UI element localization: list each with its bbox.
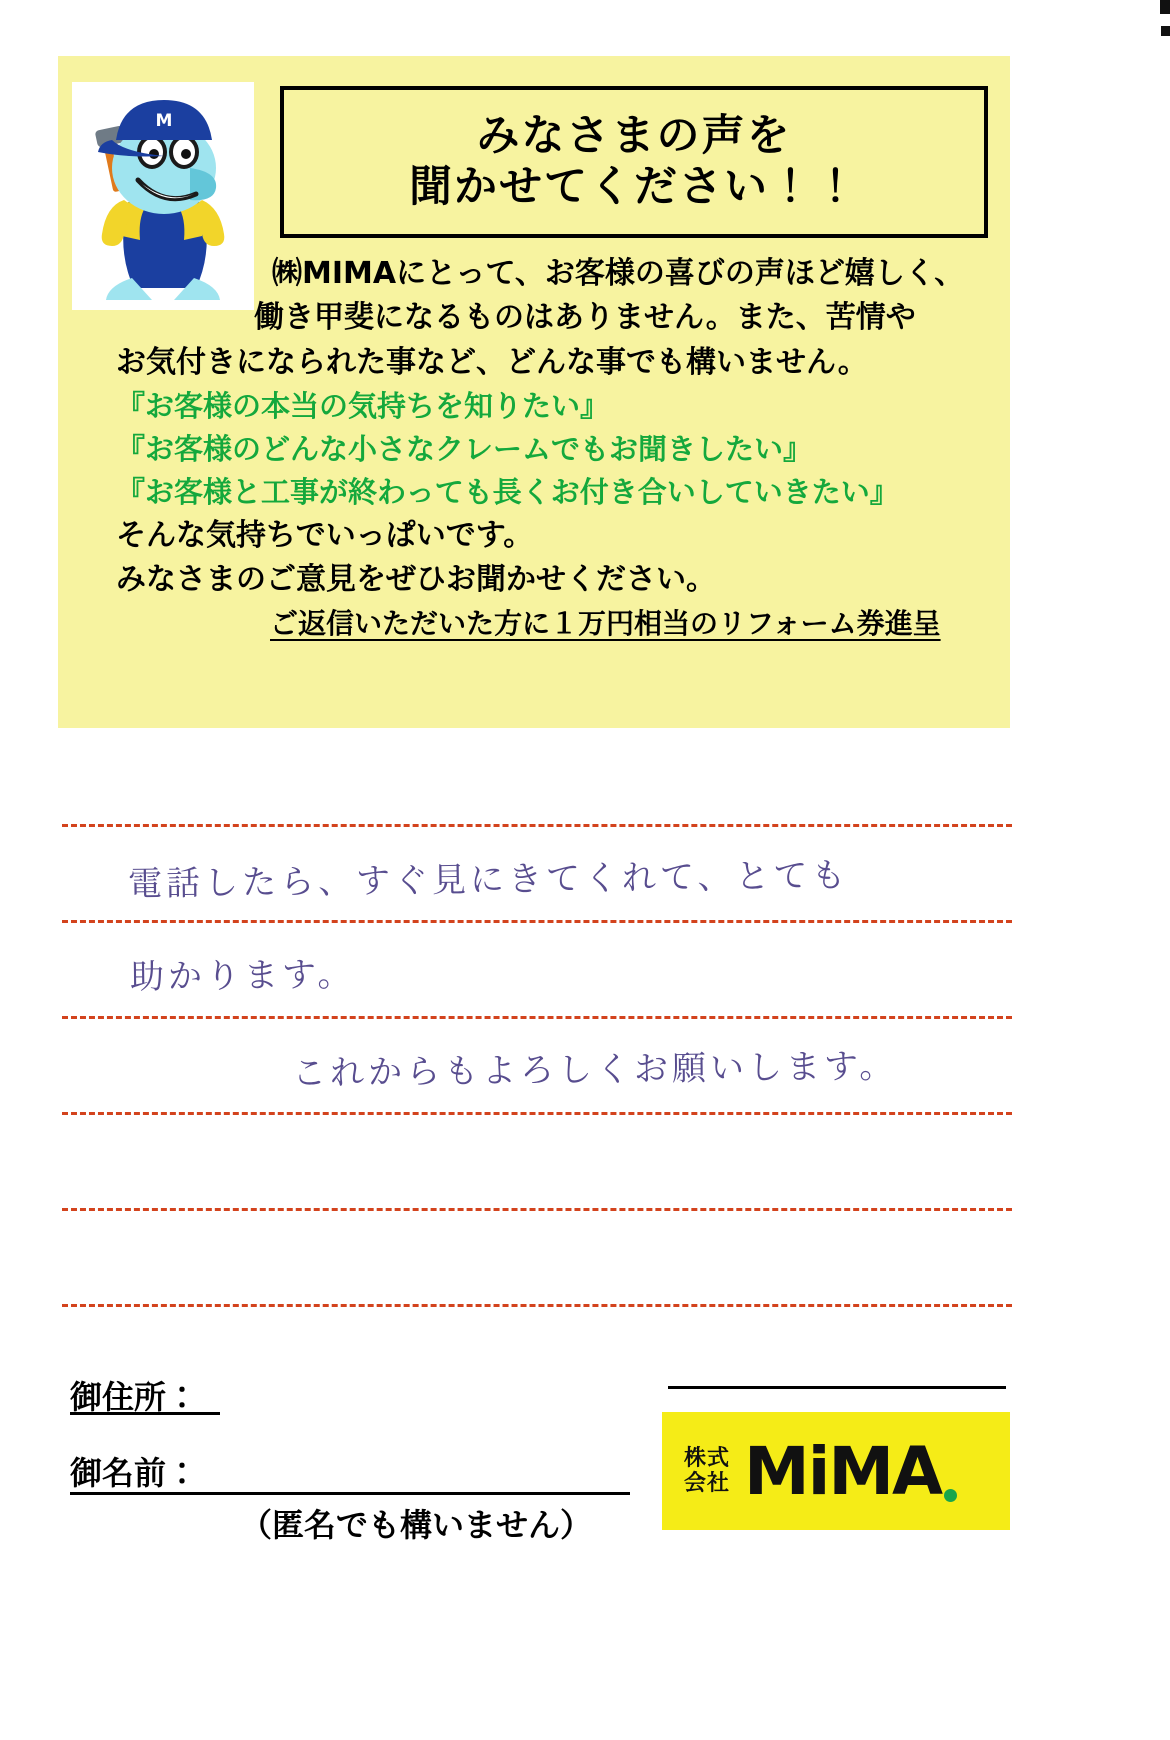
headline-box xyxy=(280,86,988,238)
notice-body-line-1: ㈱MIMAにとって、お客様の喜びの声ほど嬉しく、 xyxy=(272,256,965,291)
handwritten-line-1: 電話したら、すぐ見にきてくれて、とても xyxy=(127,855,850,905)
logo-kanji xyxy=(684,1446,730,1497)
handwritten-line-2: 助かります。 xyxy=(129,954,356,998)
headline-line-2: 聞かせてください！！ xyxy=(409,162,859,212)
logo-dot-icon xyxy=(944,1489,957,1502)
headline-line-1: みなさまの声を xyxy=(476,111,792,162)
rule-line xyxy=(62,824,1012,827)
notice-quote-line-1: 『お客様の本当の気持ちを知りたい』 xyxy=(116,389,610,424)
notice-offer-text: ご返信いただいた方に１万円相当のリフォーム券進呈 xyxy=(270,606,941,640)
handwritten-line-3: これからもよろしくお願いします。 xyxy=(291,1046,898,1094)
rule-line xyxy=(62,1208,1012,1211)
anonymous-note: （匿名でも構いません） xyxy=(240,1506,593,1544)
rule-line xyxy=(62,1304,1012,1307)
notice-quote-line-2: 『お客様のどんな小さなクレームでもお聞きしたい』 xyxy=(116,432,813,467)
notice-quote-line-3: 『お客様と工事が終わっても長くお付き合いしていきたい』 xyxy=(116,474,899,509)
notice-closing-line-1: そんな気持ちでいっぱいです。 xyxy=(116,517,534,553)
notice-body-line-2: 働き甲斐になるものはありません。また、苦情や xyxy=(254,300,916,336)
notice-body-line-3: お気付きになられた事など、どんな事でも構いません。 xyxy=(116,344,868,380)
notice-panel xyxy=(58,56,1010,728)
name-input-line[interactable] xyxy=(70,1492,630,1495)
logo-wordmark xyxy=(744,1433,957,1510)
svg-text:M: M xyxy=(155,111,173,131)
rule-line xyxy=(62,1016,1012,1019)
address-label: 御住所： xyxy=(70,1378,199,1416)
address-input-line[interactable] xyxy=(70,1412,220,1415)
logo-kanji-line-1: 株式 xyxy=(684,1445,731,1471)
company-logo xyxy=(662,1412,1010,1530)
scan-artifact-mark-secondary xyxy=(1161,26,1170,36)
logo-wordmark-text: MiMA xyxy=(744,1432,942,1510)
name-label: 御名前： xyxy=(70,1454,199,1492)
notice-body xyxy=(58,252,1010,644)
rule-line xyxy=(62,1112,1012,1115)
scan-artifact-mark xyxy=(1160,0,1170,14)
rule-line xyxy=(62,920,1012,923)
logo-kanji-line-2: 会社 xyxy=(684,1471,731,1496)
notice-closing-line-2: みなさまのご意見をぜひお聞かせください。 xyxy=(116,562,716,598)
logo-divider xyxy=(668,1386,1006,1389)
